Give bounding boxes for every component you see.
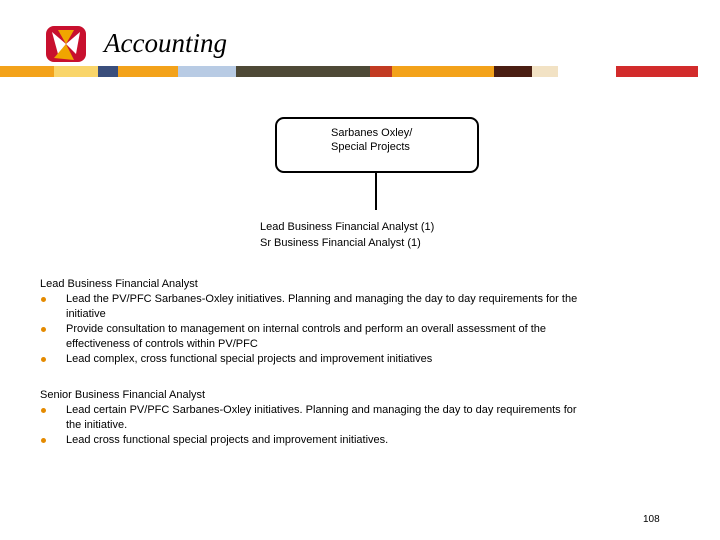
staff-line: Sr Business Financial Analyst (1) xyxy=(260,237,421,249)
stripe-segment xyxy=(494,66,532,77)
list-item-text: Lead complex, cross functional special projects and improvement initiatives xyxy=(66,353,433,365)
bullet-dot-icon xyxy=(41,438,46,443)
list-item xyxy=(40,433,586,448)
org-box-line: Special Projects xyxy=(331,141,410,153)
org-box-label xyxy=(331,126,412,154)
staff-line: Lead Business Financial Analyst (1) xyxy=(260,221,435,233)
list-item xyxy=(40,292,586,322)
stripe-segment xyxy=(236,66,370,77)
section-heading: Lead Business Financial Analyst xyxy=(40,278,198,290)
stripe-segment xyxy=(532,66,558,77)
list-item-text: Lead cross functional special projects and improvement initiatives. xyxy=(66,434,389,446)
list-item-text: Provide consultation to management on internal controls and perform an overall assessment of the effectiveness of controls within PV/PFC xyxy=(66,323,546,350)
stripe-segment xyxy=(392,66,494,77)
org-staff-list xyxy=(260,219,434,251)
org-box-line: Sarbanes Oxley/ xyxy=(331,127,413,139)
header-color-stripe xyxy=(0,66,720,77)
stripe-segment xyxy=(98,66,118,77)
page-number: 108 xyxy=(643,514,660,525)
stripe-segment xyxy=(616,66,698,77)
bullet-dot-icon xyxy=(41,408,46,413)
stripe-segment xyxy=(0,66,54,77)
bullet-list xyxy=(40,292,586,367)
senior-analyst-section xyxy=(40,388,586,448)
bullet-dot-icon xyxy=(41,297,46,302)
stripe-segment xyxy=(178,66,236,77)
section-heading: Senior Business Financial Analyst xyxy=(40,389,206,401)
lead-analyst-section xyxy=(40,277,586,367)
pinwheel-logo-icon xyxy=(44,24,88,64)
list-item xyxy=(40,403,586,433)
page-title: Accounting xyxy=(104,28,227,58)
list-item xyxy=(40,352,586,367)
list-item-text: Lead the PV/PFC Sarbanes-Oxley initiatives. Planning and managing the day to day requirements for the initiative xyxy=(66,293,578,320)
list-item-text: Lead certain PV/PFC Sarbanes-Oxley initiatives. Planning and managing the day to day requirements for the initiative. xyxy=(66,404,577,431)
list-item xyxy=(40,322,586,352)
org-box-sarbanes-oxley xyxy=(275,117,479,173)
org-connector-line xyxy=(375,173,377,210)
bullet-list xyxy=(40,403,586,448)
stripe-segment xyxy=(370,66,392,77)
bullet-dot-icon xyxy=(41,327,46,332)
stripe-segment xyxy=(54,66,98,77)
stripe-segment xyxy=(118,66,178,77)
bullet-dot-icon xyxy=(41,357,46,362)
